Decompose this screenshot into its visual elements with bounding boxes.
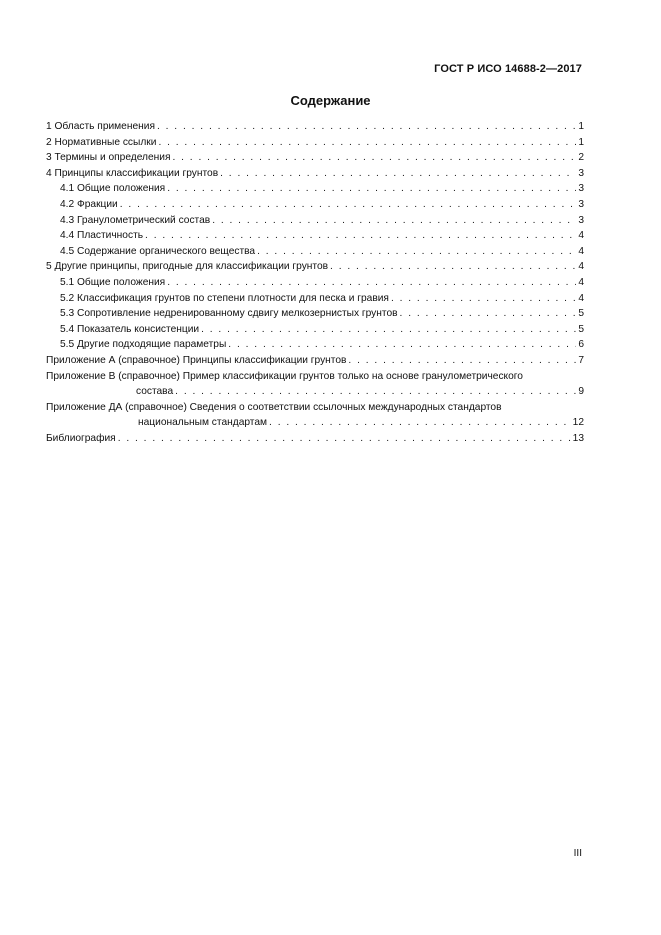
toc-title: Содержание <box>290 93 371 108</box>
toc-entry-appendix-da[interactable] <box>46 400 584 431</box>
toc-leader-dots <box>330 259 576 275</box>
toc-entry[interactable] <box>46 337 584 353</box>
toc-entry[interactable] <box>46 291 584 307</box>
toc-leader-dots <box>172 150 576 166</box>
toc-entry-text-continued: национальным стандартам <box>138 417 268 429</box>
toc-entry-text: Приложение А (справочное) Принципы классификации грунтов <box>46 354 347 366</box>
toc-entry[interactable] <box>46 119 584 135</box>
toc-entry[interactable] <box>46 181 584 197</box>
toc-entry-text: 5 Другие принципы, пригодные для классификации грунтов <box>46 261 329 273</box>
toc-page-number: 2 <box>578 152 584 164</box>
toc-entry-text: 5.5 Другие подходящие параметры <box>60 339 227 351</box>
toc-leader-dots <box>167 275 576 291</box>
toc-entry[interactable] <box>46 353 584 369</box>
toc-leader-dots <box>201 322 576 338</box>
toc-leader-dots <box>220 166 576 182</box>
toc-leader-dots <box>167 181 576 197</box>
toc-page-number: 4 <box>578 245 584 257</box>
toc-entry[interactable] <box>46 275 584 291</box>
toc-page-number: 13 <box>572 432 584 444</box>
toc-leader-dots <box>158 135 576 151</box>
toc-page-number: 4 <box>578 276 584 288</box>
toc-leader-dots <box>348 353 576 369</box>
toc-entry[interactable] <box>46 322 584 338</box>
toc-leader-dots <box>120 197 577 213</box>
toc-entry-text: 5.1 Общие положения <box>60 276 166 288</box>
toc-leader-dots <box>145 228 576 244</box>
toc-page-number: 4 <box>578 292 584 304</box>
toc-entry[interactable] <box>46 259 584 275</box>
toc-page-number: 12 <box>572 417 584 429</box>
toc-entry-text-continued: состава <box>136 386 174 398</box>
toc-leader-dots <box>400 306 577 322</box>
toc-page-number: 3 <box>578 198 584 210</box>
toc-entry-text: Библиография <box>46 432 116 444</box>
toc-entry-text: 4.1 Общие положения <box>60 183 166 195</box>
toc-entry-text: 5.2 Классификация грунтов по степени плотности для песка и гравия <box>60 292 389 304</box>
toc-leader-dots <box>212 213 576 229</box>
document-code: ГОСТ Р ИСО 14688-2—2017 <box>434 63 582 75</box>
toc-entry-text: Приложение ДА (справочное) Сведения о соответствии ссылочных международных стандартов <box>46 401 502 413</box>
toc-page-number: 6 <box>578 339 584 351</box>
toc-entry[interactable] <box>46 150 584 166</box>
toc-page-number: 4 <box>578 261 584 273</box>
toc-page-number: 5 <box>578 323 584 335</box>
toc-entry[interactable] <box>46 197 584 213</box>
page-number: III <box>573 848 582 859</box>
toc-page-number: 5 <box>578 308 584 320</box>
toc-entry-text: 4.3 Гранулометрический состав <box>60 214 211 226</box>
toc-leader-dots <box>157 119 576 135</box>
toc-entry[interactable] <box>46 244 584 260</box>
table-of-contents <box>46 119 584 446</box>
toc-leader-dots <box>118 431 571 447</box>
toc-entry[interactable] <box>46 228 584 244</box>
toc-entry-bibliography[interactable] <box>46 431 584 447</box>
toc-entry-text: 4.2 Фракции <box>60 198 118 210</box>
toc-leader-dots <box>175 384 576 400</box>
toc-leader-dots <box>228 337 576 353</box>
toc-entry-appendix-b[interactable] <box>46 369 584 400</box>
toc-entry[interactable] <box>46 213 584 229</box>
toc-page-number: 3 <box>578 183 584 195</box>
toc-entry-text: 5.4 Показатель консистенции <box>60 323 200 335</box>
toc-page-number: 1 <box>578 136 584 148</box>
toc-entry-text: 5.3 Сопротивление недренированному сдвигу мелкозернистых грунтов <box>60 308 398 320</box>
toc-entry[interactable] <box>46 306 584 322</box>
toc-page-number: 3 <box>578 214 584 226</box>
toc-entry-text: 4.5 Содержание органического вещества <box>60 245 256 257</box>
toc-entry-text: 1 Область применения <box>46 121 155 132</box>
toc-entry[interactable] <box>46 135 584 151</box>
toc-entry-text: Приложение В (справочное) Пример классификации грунтов только на основе гранулометрического <box>46 370 523 382</box>
toc-leader-dots <box>391 291 576 307</box>
toc-entry-text: 4.4 Пластичность <box>60 230 144 242</box>
toc-entry-text: 3 Термины и определения <box>46 152 171 164</box>
toc-page-number: 3 <box>578 167 584 179</box>
toc-page-number: 1 <box>578 121 584 132</box>
toc-entry-text: 4 Принципы классификации грунтов <box>46 167 219 179</box>
toc-entry[interactable] <box>46 166 584 182</box>
toc-leader-dots <box>269 415 571 431</box>
toc-leader-dots <box>257 244 576 260</box>
toc-entry-text: 2 Нормативные ссылки <box>46 136 157 148</box>
toc-page-number: 7 <box>578 354 584 366</box>
toc-page-number: 4 <box>578 230 584 242</box>
toc-page-number: 9 <box>578 386 584 398</box>
